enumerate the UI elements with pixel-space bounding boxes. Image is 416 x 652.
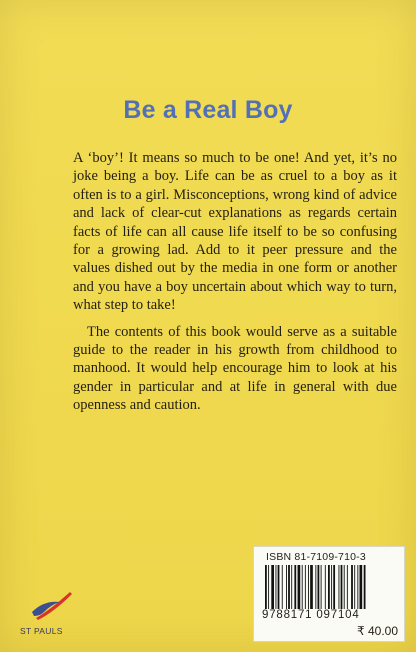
publisher-name: ST PAULS: [20, 626, 63, 636]
isbn-text: ISBN 81-7109-710-3: [266, 551, 366, 563]
blurb-paragraph-1: A ‘boy’! It means so much to be one! And yet, it’s no joke being a boy. Life can be as cruel to a boy as it often is to a girl. Misconceptions, wrong kind of advice and lack of clear-cut explanations as regards certain facts of life can all cause life itself to be so confusing for a growing lad. Add to it peer pressure and the values dished out by the media in one form or another and you have a boy uncertain about which way to turn, what step to take!: [73, 150, 397, 314]
barcode-graphic: [264, 565, 396, 609]
publisher-mark: [20, 588, 80, 636]
blurb-paragraph-2: The contents of this book would serve as a suitable guide to the reader in his growth from childhood to manhood. It would help encourage him to look at his gender in particular and at life in general with due openness and caution.: [73, 323, 397, 414]
price-tag: ₹ 40.00: [357, 624, 398, 638]
barcode-digits: 9788171 097104: [262, 609, 360, 621]
book-title: Be a Real Boy: [123, 96, 293, 124]
barcode-sticker: [253, 546, 405, 642]
st-pauls-logo-icon: [30, 588, 78, 624]
blurb-text: [73, 149, 397, 423]
